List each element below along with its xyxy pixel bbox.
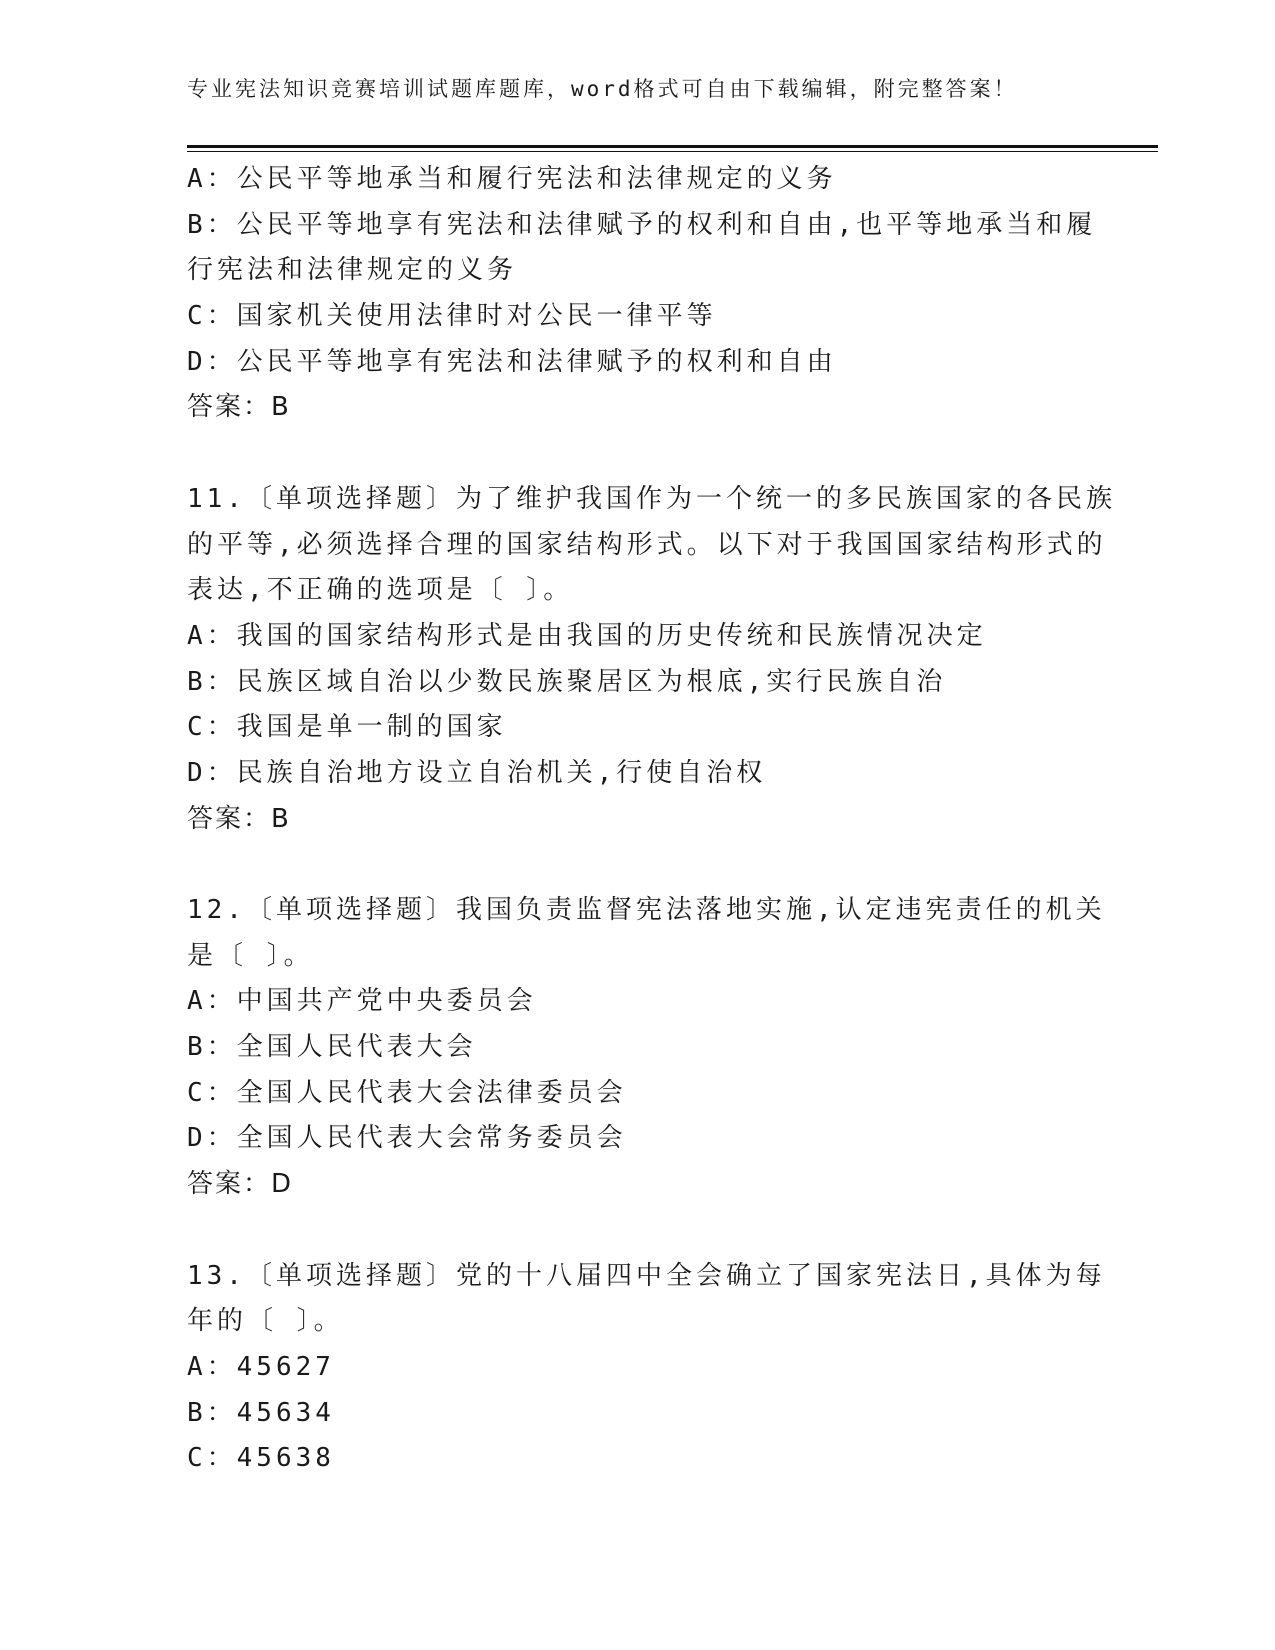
header-rule-thin <box>187 151 1158 152</box>
spacer <box>187 1208 1087 1254</box>
spacer <box>187 431 1087 477</box>
option-d: D：民族自治地方设立自治机关,行使自治权 <box>187 757 767 788</box>
option-b: B：民族区域自治以少数民族聚居区为根底,实行民族自治 <box>187 666 947 697</box>
question-12 <box>187 888 1106 1208</box>
option-b: B：公民平等地享有宪法和法律赋予的权利和自由,也平等地承当和履 <box>187 209 1097 240</box>
option-d: D：公民平等地享有宪法和法律赋予的权利和自由 <box>187 346 837 377</box>
question-stem: 13.〔单项选择题〕党的十八届四中全会确立了国家宪法日,具体为每 <box>187 1260 1106 1291</box>
option-a: A：45627 <box>187 1351 335 1382</box>
question-13 <box>187 1254 1106 1482</box>
option-c: C：全国人民代表大会法律委员会 <box>187 1077 627 1108</box>
spacer <box>187 842 1087 888</box>
option-a: A：公民平等地承当和履行宪法和法律规定的义务 <box>187 164 837 194</box>
option-b-continued: 行宪法和法律规定的义务 <box>187 255 518 286</box>
answer: 答案：B <box>187 392 291 423</box>
question-stem-continued: 年的〔 〕。 <box>187 1306 344 1337</box>
option-c: C：国家机关使用法律时对公民一律平等 <box>187 301 717 332</box>
document-body <box>187 157 1116 1482</box>
page-header: 专业宪法知识竞赛培训试题库题库，word格式可自由下载编辑，附完整答案！ <box>187 77 1018 101</box>
question-11 <box>187 477 1116 843</box>
answer: 答案：B <box>187 803 291 834</box>
option-d: D：全国人民代表大会常务委员会 <box>187 1123 627 1154</box>
question-10-tail <box>187 157 1097 431</box>
question-stem-continued: 的平等,必须选择合理的国家结构形式。以下对于我国国家结构形式的 <box>187 529 1107 560</box>
question-stem: 11.〔单项选择题〕为了维护我国作为一个统一的多民族国家的各民族 <box>187 483 1116 514</box>
question-stem: 12.〔单项选择题〕我国负责监督宪法落地实施,认定违宪责任的机关 <box>187 895 1106 925</box>
answer: 答案：D <box>187 1169 294 1200</box>
question-stem-continued: 表达,不正确的选项是〔 〕。 <box>187 575 574 606</box>
option-a: A：中国共产党中央委员会 <box>187 986 537 1017</box>
option-a: A：我国的国家结构形式是由我国的历史传统和民族情况决定 <box>187 620 987 651</box>
option-b: B：45634 <box>187 1397 335 1428</box>
header-rule-thick <box>187 145 1158 148</box>
option-c: C：45638 <box>187 1443 335 1474</box>
question-stem-continued: 是〔 〕。 <box>187 940 314 971</box>
option-b: B：全国人民代表大会 <box>187 1032 477 1063</box>
option-c: C：我国是单一制的国家 <box>187 712 507 743</box>
